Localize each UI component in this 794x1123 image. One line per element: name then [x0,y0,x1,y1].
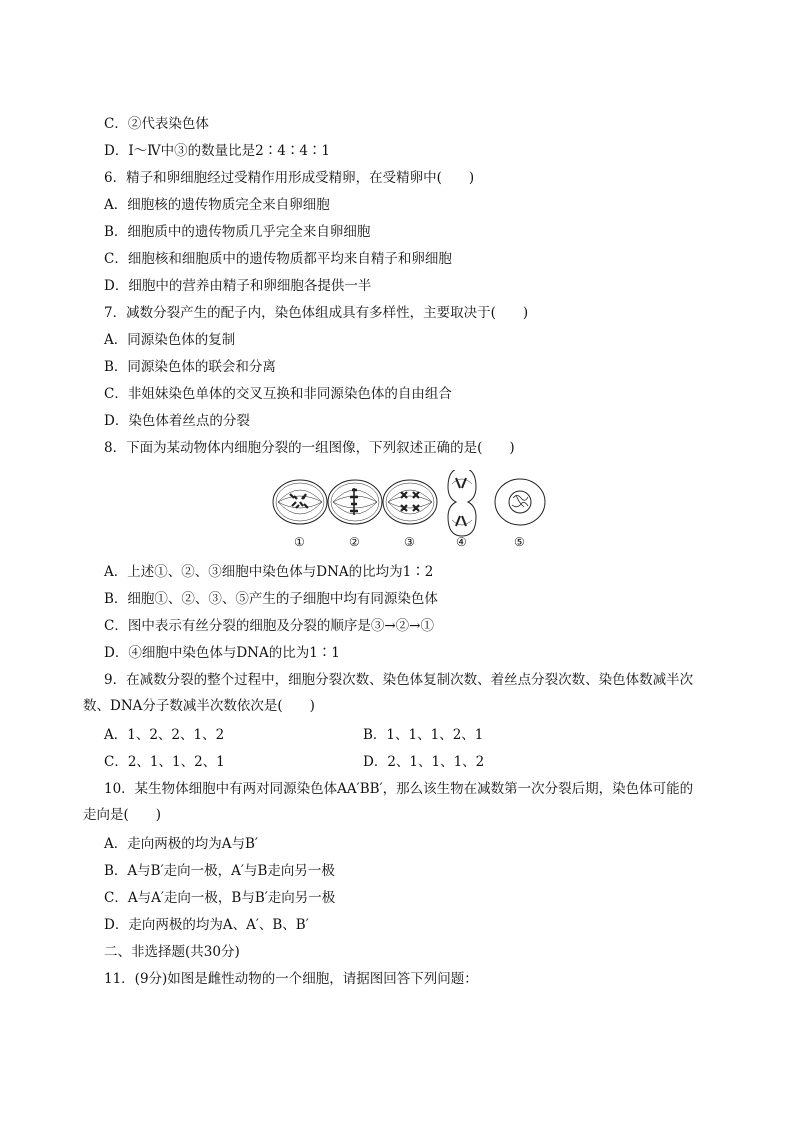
q8-option-b: B．细胞①、②、③、⑤产生的子细胞中均有同源染色体 [104,591,438,607]
cell-3-icon [383,480,437,524]
cell-5-icon [495,479,545,525]
q6-option-c: C．细胞核和细胞质中的遗传物质都平均来自精子和卵细胞 [104,251,452,267]
q7-option-a: A．同源染色体的复制 [104,332,236,348]
q7-option-d: D．染色体着丝点的分裂 [104,413,250,429]
question-7: 7．减数分裂产生的配子内，染色体组成具有多样性，主要取决于( ) [104,305,529,321]
cell-division-figure [270,470,550,550]
cell-4-icon [448,470,476,536]
q8-option-d: D．④细胞中染色体与DNA的比为1∶1 [104,645,340,661]
figure-label-2: ② [349,535,360,549]
figure-label-5: ⑤ [514,535,525,549]
q6-option-a: A．细胞核的遗传物质完全来自卵细胞 [104,197,330,213]
figure-label-4: ④ [456,535,467,549]
q8-option-c: C．图中表示有丝分裂的细胞及分裂的顺序是③→②→① [104,618,434,634]
q10-option-a: A．走向两极的均为A与B′ [104,836,258,852]
figure-label-3: ③ [404,535,415,549]
cell-division-diagram [270,470,550,550]
q7-option-b: B．同源染色体的联会和分离 [104,359,276,375]
question-8: 8．下面为某动物体内细胞分裂的一组图像，下列叙述正确的是( ) [104,440,515,456]
option-c-prev: C．②代表染色体 [104,116,209,132]
q7-option-c: C．非姐妹染色单体的交叉互换和非同源染色体的自由组合 [104,386,452,402]
option-d-prev: D．Ⅰ～Ⅳ中③的数量比是2∶4∶4∶1 [104,143,330,159]
q10-option-c: C．A与A′走向一极，B与B′走向另一极 [104,890,336,906]
question-9-line-2: 数、DNA分子数减半次数依次是( ) [83,698,315,714]
q10-option-b: B．A与B′走向一极，A′与B走向另一极 [104,863,335,879]
question-9-line-1: 9．在减数分裂的整个过程中，细胞分裂次数、染色体复制次数、着丝点分裂次数、染色体数减半次 [104,672,694,688]
question-10-line-1: 10．某生物体细胞中有两对同源染色体AA′BB′，那么该生物在减数第一次分裂后期，染色体可能的 [104,781,694,797]
section-2-heading: 二、非选择题(共30分) [104,944,240,960]
q10-option-d: D．走向两极的均为A、A′、B、B′ [104,917,309,933]
q9-option-d: D．2、1、1、1、2 [363,754,485,770]
q9-option-c: C．2、1、1、2、1 [104,754,225,770]
q9-option-a: A．1、2、2、1、2 [104,727,225,743]
figure-label-1: ① [294,535,305,549]
q8-option-a: A．上述①、②、③细胞中染色体与DNA的比均为1∶2 [104,564,434,580]
question-6: 6．精子和卵细胞经过受精作用形成受精卵，在受精卵中( ) [104,170,475,186]
q9-option-b: B．1、1、1、2、1 [363,727,484,743]
q6-option-d: D．细胞中的营养由精子和卵细胞各提供一半 [104,278,372,294]
cell-1-icon [273,480,327,524]
question-11: 11．(9分)如图是雌性动物的一个细胞，请据图回答下列问题： [104,971,478,987]
question-10-line-2: 走向是( ) [83,807,162,823]
cell-2-icon [328,480,382,524]
q6-option-b: B．细胞质中的遗传物质几乎完全来自卵细胞 [104,224,371,240]
